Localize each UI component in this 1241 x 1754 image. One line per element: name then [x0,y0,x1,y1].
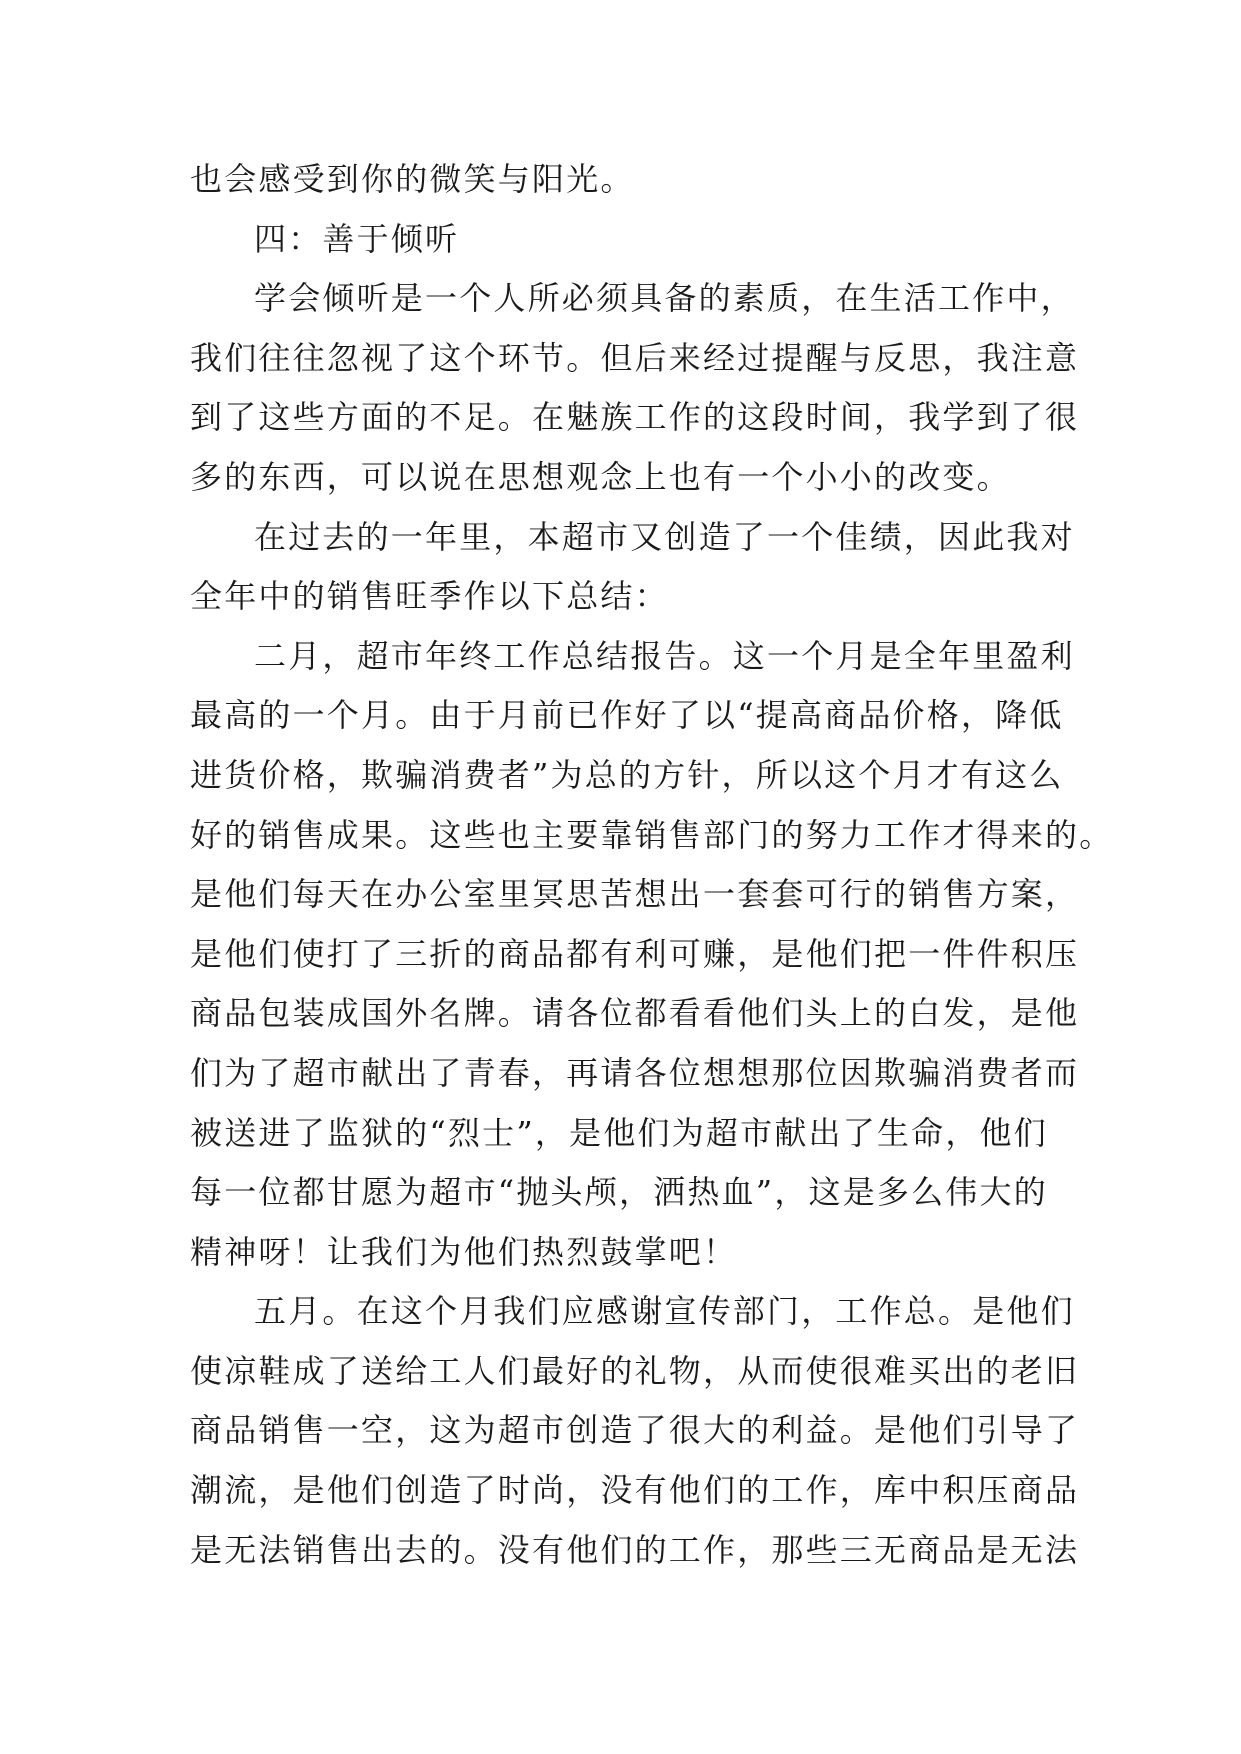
text-line: 是他们使打了三折的商品都有利可赚，是他们把一件件积压 [190,934,1080,973]
text-line: 到了这些方面的不足。在魅族工作的这段时间，我学到了很 [190,398,1080,437]
text-line: 好的销售成果。这些也主要靠销售部门的努力工作才得来的。 [190,815,1114,854]
section-heading: 四：善于倾听 [254,219,460,258]
text-line: 精神呀！让我们为他们热烈鼓掌吧！ [190,1232,738,1271]
text-line: 是他们每天在办公室里冥思苦想出一套套可行的销售方案， [190,875,1080,914]
text-line: 是无法销售出去的。没有他们的工作，那些三无商品是无法 [190,1530,1080,1569]
text-line: 使凉鞋成了送给工人们最好的礼物，从而使很难买出的老旧 [190,1351,1080,1390]
text-line: 商品销售一空，这为超市创造了很大的利益。是他们引导了 [190,1411,1080,1450]
text-line: 们为了超市献出了青春，再请各位想想那位因欺骗消费者而 [190,1053,1080,1092]
text-line: 我们往往忽视了这个环节。但后来经过提醒与反思，我注意 [190,338,1080,377]
paragraph-start: 在过去的一年里，本超市又创造了一个佳绩，因此我对 [254,517,1075,556]
body-text [190,150,1114,1580]
text-line: 全年中的销售旺季作以下总结： [190,577,669,616]
text-line: 也会感受到你的微笑与阳光。 [190,160,635,198]
text-line: 潮流，是他们创造了时尚，没有他们的工作，库中积压商品 [190,1471,1080,1510]
paragraph-start: 学会倾听是一个人所必须具备的素质，在生活工作中， [254,279,1075,318]
text-line: 每一位都甘愿为超市“抛头颅，洒热血”，这是多么伟大的 [190,1173,1048,1212]
text-line: 最高的一个月。由于月前已作好了以“提高商品价格，降低 [190,696,1064,735]
paragraph-start: 五月。在这个月我们应感谢宣传部门，工作总。是他们 [254,1292,1075,1331]
text-line: 多的东西，可以说在思想观念上也有一个小小的改变。 [190,457,1011,496]
text-line: 被送进了监狱的“烈士”，是他们为超市献出了生命，他们 [190,1113,1048,1152]
text-line: 商品包装成国外名牌。请各位都看看他们头上的白发，是他 [190,994,1080,1033]
text-line: 进货价格，欺骗消费者”为总的方针，所以这个月才有这么 [190,755,1064,794]
paragraph-start: 二月，超市年终工作总结报告。这一个月是全年里盈利 [254,636,1075,675]
